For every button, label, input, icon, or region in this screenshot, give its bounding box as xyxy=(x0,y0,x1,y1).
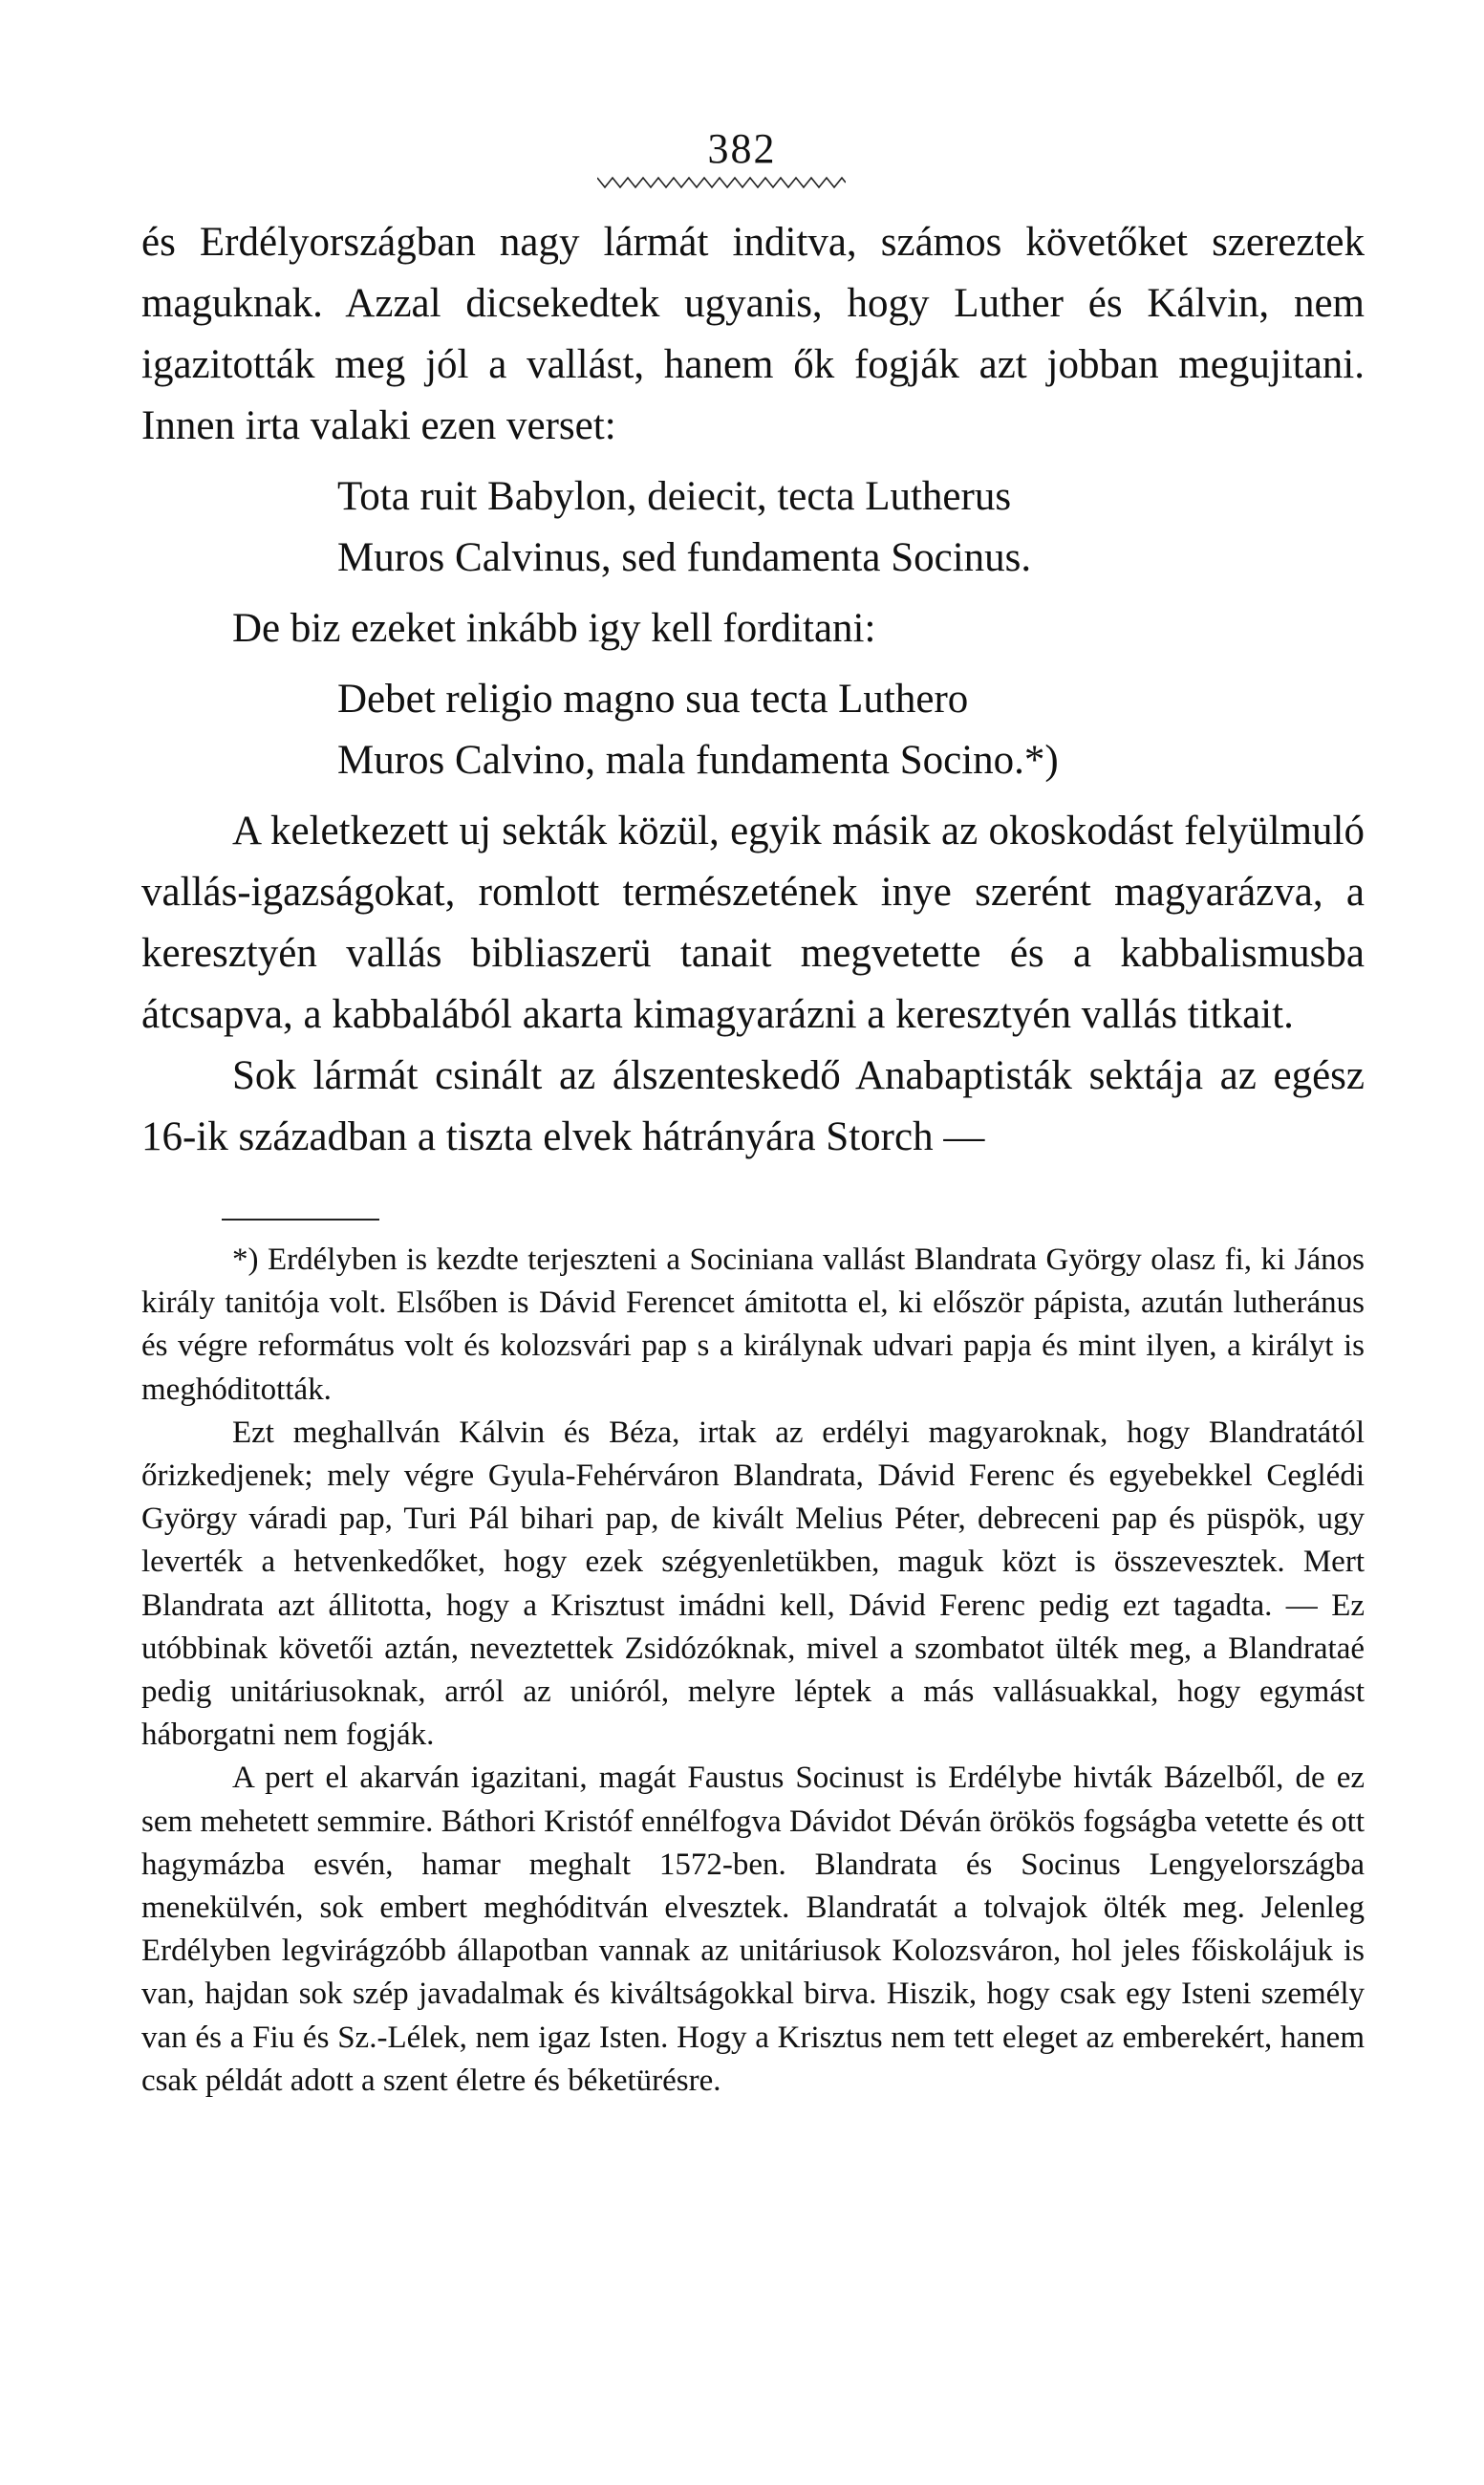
footnote-paragraph-3: A pert el akarván igazitani, magát Faustus Socinust is Erdélybe hivták Bázelből, de ez sem mehetett semmire. Báthori Kristóf ennélfogva Dávidot Déván örökös fogságba vetette és ott hagymázba esvén, hamar meghalt 1572-ben. Blandrata és Socinus Lengyelországba menekülvén, sok embert meghóditván elvesztek. Blandratát a tolvajok ölték meg. Jelenleg Erdélyben legvirágzóbb állapotban vannak az unitáriusok Kolozsváron, hol jeles főiskolájuk is van, hajdan sok szép javadalmak és kiváltságokkal birva. Hiszik, hogy csak egy Isteni személy van és a Fiu és Sz.-Lélek, nem igaz Isten. Hogy a Krisztus nem tett eleget az emberekért, hanem csak példát adott a szent életre és béketürésre. xyxy=(141,1761,1365,2098)
footnotes xyxy=(141,1239,1365,2103)
page-number: 382 xyxy=(707,125,777,172)
paragraph-3: Sok lármát csinált az álszenteskedő Anabaptisták sektája az egész 16-ik században a tiszta elvek hátrányára Storch — xyxy=(141,1053,1365,1159)
footnote-paragraph-1: *) Erdélyben is kezdte terjeszteni a Sociniana vallást Blandrata György olasz fi, ki János király tanitója volt. Elsőben is Dávid Ferencet ámitotta el, ki először pápista, azután lutheránus és végre református volt és kolozsvári pap s a királynak udvari papja és mint ilyen, a királyt is meghóditották. xyxy=(141,1242,1365,1407)
verse-line: Tota ruit Babylon, deiecit, tecta Lutherus xyxy=(337,474,1012,519)
main-text xyxy=(141,212,1365,1168)
verse-intro: De biz ezeket inkább igy kell forditani: xyxy=(232,606,876,651)
verse-line: Muros Calvino, mala fundamenta Socino.*) xyxy=(337,738,1059,783)
latin-verse-2 xyxy=(141,669,1365,791)
paragraph-2: A keletkezett uj sekták közül, egyik másik az okoskodást felyülmuló vallás-igazságokat, romlott természetének inye szerént magyarázva, a keresztyén vallás bibliaszerü tanait megvetette és a kabbalismusba átcsapva, a kabbalából akarta kimagyarázni a keresztyén vallás titkait. xyxy=(141,809,1365,1037)
paragraph-1: és Erdélyországban nagy lármát inditva, számos követőket szereztek maguknak. Azzal dicsekedtek ugyanis, hogy Luther és Kálvin, nem igazitották meg jól a vallást, hanem ők fogják azt jobban megujitani. Innen irta valaki ezen verset: xyxy=(141,220,1365,448)
footnote-paragraph-2: Ezt meghallván Kálvin és Béza, irtak az erdélyi magyaroknak, hogy Blandratától őrizkedjenek; mely végre Gyula-Fehérváron Blandrata, Dávid Ferenc és egyebekkel Ceglédi György váradi pap, Turi Pál bihari pap, de kivált Melius Péter, debreceni pap és püspök, ugy leverték a hetvenkedőket, hogy ezek szégyenletükben, maguk közt is összevesztek. Mert Blandrata azt állitotta, hogy a Krisztust imádni kell, Dávid Ferenc pedig ezt tagadta. — Ez utóbbinak követői aztán, neveztettek Zsidózóknak, mivel a szombatot ülték meg, a Blandrataé pedig unitáriusoknak, arról az unióról, melyre léptek a más vallásuakkal, hogy egymást háborgatni nem fogják. xyxy=(141,1415,1365,1753)
latin-verse-1 xyxy=(141,466,1365,589)
verse-line: Muros Calvinus, sed fundamenta Socinus. xyxy=(337,535,1032,580)
page-number-ornament-rule xyxy=(597,176,846,189)
footnote-separator xyxy=(222,1219,379,1221)
verse-line: Debet religio magno sua tecta Luthero xyxy=(337,677,969,722)
